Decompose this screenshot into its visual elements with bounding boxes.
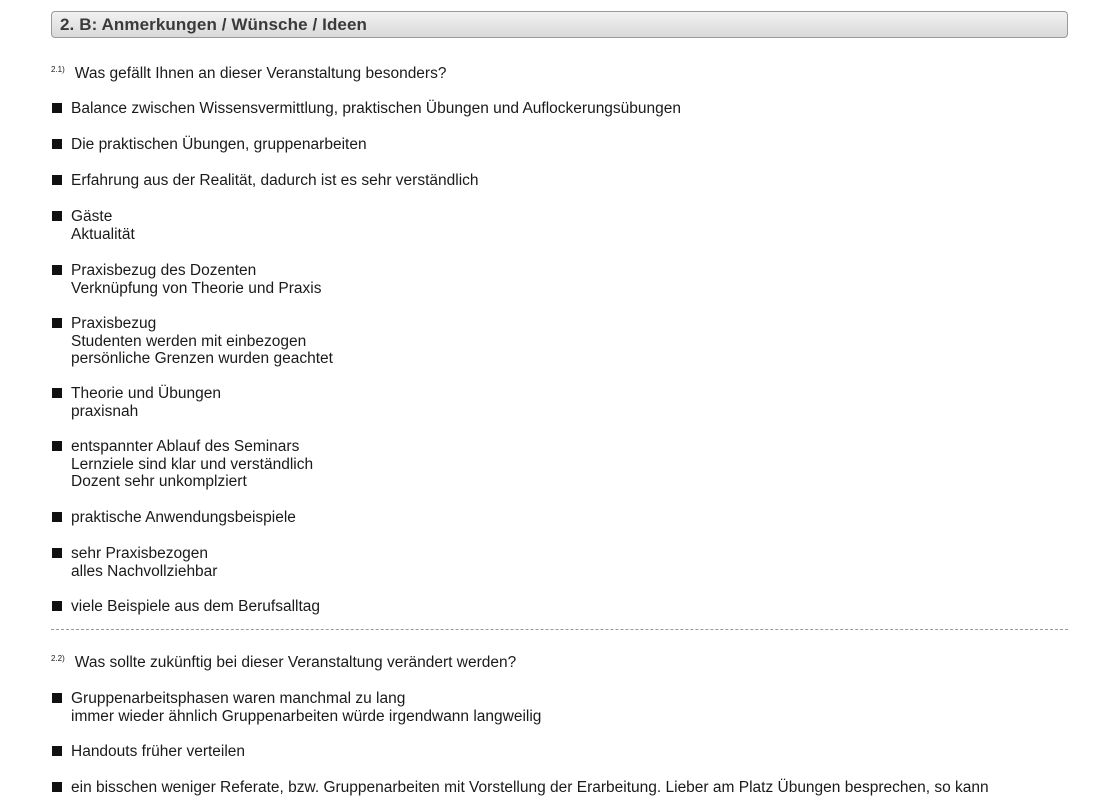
answer-text [71, 779, 989, 797]
answer-line: Praxisbezug [71, 315, 157, 332]
answer-text [71, 136, 367, 154]
answer-text [71, 690, 541, 725]
section-header [51, 11, 1068, 38]
bullet-icon [52, 512, 62, 522]
answer-text [71, 509, 296, 527]
answer-text [71, 545, 217, 580]
question-number: 2.1) [51, 65, 65, 74]
answer-text [71, 438, 313, 491]
bullet-icon [52, 782, 62, 792]
answer-line: immer wieder ähnlich Gruppenarbeiten würde irgendwann langweilig [71, 707, 542, 725]
answer-text [71, 743, 245, 761]
bullet-icon [52, 388, 62, 398]
answer-line: praxisnah [71, 402, 139, 420]
bullet-icon [52, 175, 62, 185]
bullet-icon [52, 548, 62, 558]
answer-line: Erfahrung aus der Realität, dadurch ist es sehr verständlich [71, 172, 479, 189]
answer-line: Balance zwischen Wissensvermittlung, praktischen Übungen und Auflockerungsübungen [71, 100, 682, 117]
answer-text [71, 208, 135, 243]
answer-text [71, 172, 479, 190]
answer-line: Lernziele sind klar und verständlich [71, 455, 314, 473]
question-text: Was gefällt Ihnen an dieser Veranstaltung besonders? [74, 65, 447, 82]
bullet-icon [52, 318, 62, 328]
answer-line: Studenten werden mit einbezogen [71, 332, 307, 350]
answer-line: Die praktischen Übungen, gruppenarbeiten [71, 136, 367, 153]
answer-line: persönliche Grenzen wurden geachtet [71, 350, 333, 367]
bullet-icon [52, 211, 62, 221]
bullet-icon [52, 693, 62, 703]
answer-line: Gruppenarbeitsphasen waren manchmal zu lang [71, 690, 406, 707]
answer-text [71, 385, 221, 420]
question-number: 2.2) [51, 654, 65, 663]
answer-line: Aktualität [71, 225, 135, 243]
bullet-icon [52, 746, 62, 756]
answer-line: Handouts früher verteilen [71, 743, 246, 760]
answer-line: sehr Praxisbezogen [71, 545, 208, 562]
answer-line: Verknüpfung von Theorie und Praxis [71, 279, 322, 297]
answer-line: Gäste [71, 208, 113, 225]
bullet-icon [52, 601, 62, 611]
answer-line: entspannter Ablauf des Seminars [71, 438, 300, 455]
answer-line: praktische Anwendungsbeispiele [71, 509, 296, 526]
answer-text [71, 315, 333, 368]
answer-text [71, 262, 321, 297]
bullet-icon [52, 103, 62, 113]
answer-line: Praxisbezug des Dozenten [71, 262, 257, 279]
answer-line: viele Beispiele aus dem Berufsalltag [71, 598, 320, 615]
question-text: Was sollte zukünftig bei dieser Veranstaltung verändert werden? [74, 654, 517, 671]
answer-text [71, 598, 320, 616]
question-2-1 [51, 65, 446, 83]
answer-line: alles Nachvollziehbar [71, 562, 218, 580]
section-divider [51, 629, 1068, 630]
answer-line: Dozent sehr unkomplziert [71, 473, 247, 490]
answer-text [71, 100, 681, 118]
answer-line: Theorie und Übungen [71, 385, 221, 402]
question-2-2 [51, 654, 516, 672]
answer-line: ein bisschen weniger Referate, bzw. Gruppenarbeiten mit Vorstellung der Erarbeitung. Lieber am Platz Übungen besprechen, so kann [71, 779, 989, 796]
bullet-icon [52, 441, 62, 451]
section-title: 2. B: Anmerkungen / Wünsche / Ideen [60, 15, 368, 34]
bullet-icon [52, 265, 62, 275]
bullet-icon [52, 139, 62, 149]
